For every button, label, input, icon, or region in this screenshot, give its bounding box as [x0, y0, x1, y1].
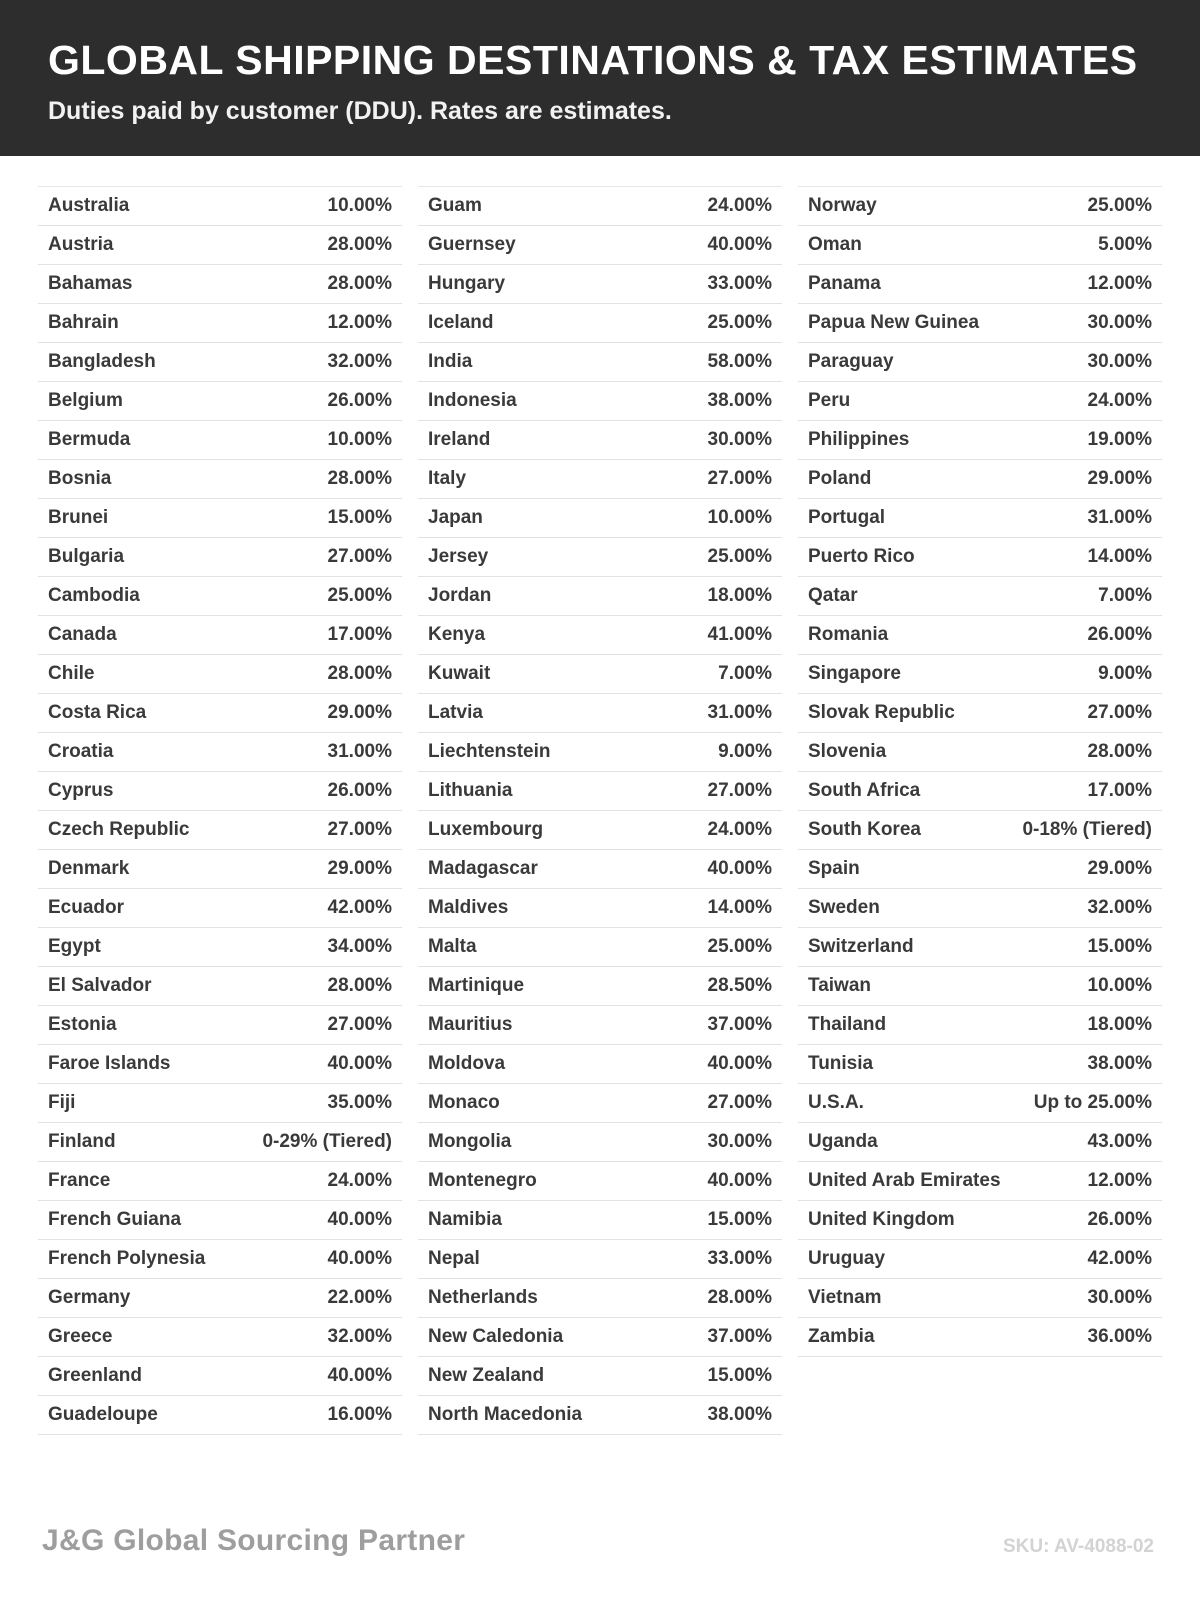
country-name: Australia: [48, 195, 130, 217]
rate-value: 14.00%: [707, 897, 772, 919]
rate-row: [798, 928, 1162, 967]
rate-row: [418, 499, 782, 538]
country-name: Mauritius: [428, 1014, 513, 1036]
country-name: Guam: [428, 195, 482, 217]
country-name: Papua New Guinea: [808, 312, 980, 334]
rate-row: [418, 460, 782, 499]
country-name: Fiji: [48, 1092, 76, 1114]
rate-row: [38, 1396, 402, 1435]
rate-row: [798, 187, 1162, 226]
country-name: Canada: [48, 624, 117, 646]
country-name: United Kingdom: [808, 1209, 955, 1231]
country-name: Bahamas: [48, 273, 133, 295]
country-name: Ireland: [428, 429, 491, 451]
country-name: French Guiana: [48, 1209, 182, 1231]
rate-row: [418, 1162, 782, 1201]
rate-value: 7.00%: [718, 663, 772, 685]
rate-value: 29.00%: [1087, 468, 1152, 490]
rate-value: 27.00%: [707, 1092, 772, 1114]
rate-row: [798, 499, 1162, 538]
country-name: Liechtenstein: [428, 741, 551, 763]
country-name: Guadeloupe: [48, 1404, 158, 1426]
rate-value: 27.00%: [327, 819, 392, 841]
rate-value: 27.00%: [1087, 702, 1152, 724]
rate-value: 42.00%: [327, 897, 392, 919]
country-name: New Zealand: [428, 1365, 545, 1387]
rate-row: [418, 1318, 782, 1357]
rate-value: 25.00%: [707, 936, 772, 958]
rate-row: [418, 1084, 782, 1123]
rate-row: [418, 1357, 782, 1396]
rate-row: [798, 1162, 1162, 1201]
rate-row: [798, 421, 1162, 460]
rate-row: [38, 655, 402, 694]
rate-row: [38, 304, 402, 343]
rates-table: [0, 156, 1200, 1435]
country-name: Maldives: [428, 897, 509, 919]
rate-value: 33.00%: [707, 1248, 772, 1270]
rate-value: 9.00%: [718, 741, 772, 763]
country-name: Bahrain: [48, 312, 119, 334]
country-name: Finland: [48, 1131, 116, 1153]
rate-row: [38, 499, 402, 538]
rate-row: [798, 616, 1162, 655]
country-name: Bangladesh: [48, 351, 156, 373]
rate-value: 14.00%: [1087, 546, 1152, 568]
country-name: El Salvador: [48, 975, 152, 997]
rate-value: 5.00%: [1098, 234, 1152, 256]
rate-row: [798, 811, 1162, 850]
country-name: Chile: [48, 663, 95, 685]
rate-value: 38.00%: [707, 1404, 772, 1426]
country-name: Malta: [428, 936, 477, 958]
rate-row: [38, 850, 402, 889]
rate-row: [798, 967, 1162, 1006]
rate-row: [38, 1357, 402, 1396]
country-name: Montenegro: [428, 1170, 537, 1192]
rate-row: [418, 1045, 782, 1084]
rate-value: 15.00%: [707, 1365, 772, 1387]
rate-row: [38, 1045, 402, 1084]
rate-row: [798, 1123, 1162, 1162]
country-name: Croatia: [48, 741, 114, 763]
rate-value: 26.00%: [1087, 1209, 1152, 1231]
country-name: Hungary: [428, 273, 506, 295]
rate-row: [798, 772, 1162, 811]
rate-row: [38, 1162, 402, 1201]
rate-value: 31.00%: [707, 702, 772, 724]
rate-value: 33.00%: [707, 273, 772, 295]
brand-name: J&G Global Sourcing Partner: [42, 1524, 466, 1557]
country-name: Paraguay: [808, 351, 894, 373]
country-name: Denmark: [48, 858, 130, 880]
rate-row: [798, 1045, 1162, 1084]
country-name: Slovenia: [808, 741, 887, 763]
country-name: Poland: [808, 468, 872, 490]
rate-value: 12.00%: [1087, 273, 1152, 295]
rate-row: [38, 460, 402, 499]
rate-value: 27.00%: [707, 468, 772, 490]
rate-row: [38, 733, 402, 772]
rate-value: 25.00%: [327, 585, 392, 607]
rate-value: 28.50%: [707, 975, 772, 997]
country-name: Netherlands: [428, 1287, 538, 1309]
footer: [0, 1524, 1200, 1600]
rate-value: 30.00%: [707, 429, 772, 451]
country-name: Guernsey: [428, 234, 516, 256]
rate-value: 12.00%: [327, 312, 392, 334]
rate-value: 30.00%: [1087, 1287, 1152, 1309]
rate-value: 27.00%: [327, 546, 392, 568]
country-name: Czech Republic: [48, 819, 190, 841]
rate-value: 31.00%: [327, 741, 392, 763]
rate-row: [38, 1240, 402, 1279]
rate-value: 40.00%: [707, 1170, 772, 1192]
rate-row: [418, 382, 782, 421]
country-name: Qatar: [808, 585, 858, 607]
country-name: Martinique: [428, 975, 525, 997]
rate-row: [38, 889, 402, 928]
rate-value: 26.00%: [1087, 624, 1152, 646]
rate-value: 58.00%: [707, 351, 772, 373]
country-name: Mongolia: [428, 1131, 512, 1153]
rate-row: [798, 226, 1162, 265]
rate-value: 18.00%: [707, 585, 772, 607]
rate-value: 24.00%: [327, 1170, 392, 1192]
rate-value: 26.00%: [327, 390, 392, 412]
rate-row: [38, 811, 402, 850]
rate-value: 35.00%: [327, 1092, 392, 1114]
country-name: Monaco: [428, 1092, 500, 1114]
country-name: Brunei: [48, 507, 109, 529]
rate-row: [418, 421, 782, 460]
rate-value: 12.00%: [1087, 1170, 1152, 1192]
rate-value: 41.00%: [707, 624, 772, 646]
page-subtitle: Duties paid by customer (DDU). Rates are estimates.: [48, 97, 672, 126]
country-name: Spain: [808, 858, 860, 880]
rate-value: 25.00%: [707, 546, 772, 568]
rate-row: [418, 1240, 782, 1279]
rate-value: 28.00%: [707, 1287, 772, 1309]
country-name: Slovak Republic: [808, 702, 955, 724]
rate-value: 15.00%: [707, 1209, 772, 1231]
rate-row: [418, 226, 782, 265]
rate-value: 31.00%: [1087, 507, 1152, 529]
rate-value: 42.00%: [1087, 1248, 1152, 1270]
country-name: Japan: [428, 507, 483, 529]
country-name: United Arab Emirates: [808, 1170, 1001, 1192]
country-name: Egypt: [48, 936, 101, 958]
rate-row: [38, 1006, 402, 1045]
country-name: Belgium: [48, 390, 123, 412]
rate-row: [798, 850, 1162, 889]
rate-row: [38, 226, 402, 265]
rate-row: [38, 1123, 402, 1162]
rate-value: 15.00%: [1087, 936, 1152, 958]
rate-value: 15.00%: [327, 507, 392, 529]
rate-row: [38, 772, 402, 811]
rate-row: [418, 1279, 782, 1318]
rate-value: 25.00%: [707, 312, 772, 334]
rate-row: [38, 187, 402, 226]
rate-value: 30.00%: [707, 1131, 772, 1153]
rate-row: [38, 343, 402, 382]
rate-row: [38, 967, 402, 1006]
rate-value: 7.00%: [1098, 585, 1152, 607]
country-name: Sweden: [808, 897, 880, 919]
country-name: Thailand: [808, 1014, 887, 1036]
country-name: Indonesia: [428, 390, 517, 412]
rate-row: [38, 538, 402, 577]
rate-row: [418, 772, 782, 811]
rate-value: 9.00%: [1098, 663, 1152, 685]
rate-value: 0-18% (Tiered): [1022, 819, 1152, 841]
rate-row: [418, 1123, 782, 1162]
country-name: Ecuador: [48, 897, 125, 919]
rate-row: [798, 1279, 1162, 1318]
rate-value: 25.00%: [1087, 195, 1152, 217]
country-name: Latvia: [428, 702, 483, 724]
country-name: Cyprus: [48, 780, 114, 802]
rate-row: [38, 1279, 402, 1318]
country-name: Taiwan: [808, 975, 871, 997]
header-banner: [0, 0, 1200, 156]
country-name: Jersey: [428, 546, 489, 568]
rate-row: [38, 421, 402, 460]
rate-row: [418, 538, 782, 577]
rate-row: [798, 343, 1162, 382]
rate-row: [418, 616, 782, 655]
country-name: Moldova: [428, 1053, 506, 1075]
rate-row: [798, 382, 1162, 421]
country-name: France: [48, 1170, 111, 1192]
rate-row: [38, 577, 402, 616]
country-name: Puerto Rico: [808, 546, 915, 568]
rate-value: 10.00%: [707, 507, 772, 529]
rate-row: [418, 304, 782, 343]
rate-value: 27.00%: [327, 1014, 392, 1036]
rate-row: [798, 694, 1162, 733]
rate-value: 22.00%: [327, 1287, 392, 1309]
rate-value: 10.00%: [327, 429, 392, 451]
rate-row: [798, 577, 1162, 616]
rate-value: 40.00%: [327, 1209, 392, 1231]
rate-row: [798, 460, 1162, 499]
country-name: Jordan: [428, 585, 492, 607]
country-name: Estonia: [48, 1014, 117, 1036]
rate-row: [798, 655, 1162, 694]
rates-column-3: [798, 186, 1162, 1357]
country-name: India: [428, 351, 473, 373]
rate-row: [38, 1318, 402, 1357]
country-name: Luxembourg: [428, 819, 544, 841]
country-name: Faroe Islands: [48, 1053, 171, 1075]
rate-value: 26.00%: [327, 780, 392, 802]
rate-value: 40.00%: [707, 1053, 772, 1075]
rate-value: 40.00%: [327, 1053, 392, 1075]
country-name: Austria: [48, 234, 114, 256]
rate-value: 28.00%: [1087, 741, 1152, 763]
country-name: Lithuania: [428, 780, 513, 802]
rate-row: [418, 343, 782, 382]
rate-value: 43.00%: [1087, 1131, 1152, 1153]
country-name: Portugal: [808, 507, 886, 529]
country-name: Vietnam: [808, 1287, 882, 1309]
rate-row: [798, 1318, 1162, 1357]
country-name: Zambia: [808, 1326, 875, 1348]
rate-row: [418, 187, 782, 226]
country-name: Uganda: [808, 1131, 878, 1153]
rate-row: [418, 850, 782, 889]
sku-label: SKU: AV-4088-02: [1002, 1536, 1154, 1557]
rate-value: 32.00%: [1087, 897, 1152, 919]
country-name: Greenland: [48, 1365, 142, 1387]
rate-value: 24.00%: [707, 819, 772, 841]
rate-row: [418, 1201, 782, 1240]
country-name: Uruguay: [808, 1248, 886, 1270]
rate-row: [798, 304, 1162, 343]
country-name: Romania: [808, 624, 889, 646]
rate-row: [798, 889, 1162, 928]
rate-row: [798, 733, 1162, 772]
rate-row: [418, 928, 782, 967]
country-name: Switzerland: [808, 936, 914, 958]
country-name: Kuwait: [428, 663, 491, 685]
country-name: Bulgaria: [48, 546, 125, 568]
rate-value: 17.00%: [1087, 780, 1152, 802]
rate-value: 19.00%: [1087, 429, 1152, 451]
rate-value: 29.00%: [327, 858, 392, 880]
rate-value: 28.00%: [327, 468, 392, 490]
rate-row: [38, 616, 402, 655]
rate-value: 40.00%: [327, 1365, 392, 1387]
rate-row: [418, 889, 782, 928]
rate-row: [418, 733, 782, 772]
rate-row: [798, 1201, 1162, 1240]
rate-value: 34.00%: [327, 936, 392, 958]
rate-row: [418, 1006, 782, 1045]
rate-value: 29.00%: [327, 702, 392, 724]
rate-value: 32.00%: [327, 1326, 392, 1348]
rate-value: 30.00%: [1087, 312, 1152, 334]
country-name: New Caledonia: [428, 1326, 564, 1348]
rate-value: 28.00%: [327, 273, 392, 295]
page-title: GLOBAL SHIPPING DESTINATIONS & TAX ESTIMATES: [48, 37, 1138, 83]
country-name: Germany: [48, 1287, 131, 1309]
rate-row: [418, 577, 782, 616]
rate-row: [418, 1396, 782, 1435]
country-name: South Korea: [808, 819, 921, 841]
rate-row: [418, 811, 782, 850]
rate-value: 10.00%: [1087, 975, 1152, 997]
country-name: Nepal: [428, 1248, 480, 1270]
rate-value: 38.00%: [1087, 1053, 1152, 1075]
rate-value: 30.00%: [1087, 351, 1152, 373]
country-name: Norway: [808, 195, 877, 217]
rate-value: 17.00%: [327, 624, 392, 646]
rate-value: 36.00%: [1087, 1326, 1152, 1348]
rate-value: 37.00%: [707, 1326, 772, 1348]
country-name: Namibia: [428, 1209, 502, 1231]
country-name: Tunisia: [808, 1053, 874, 1075]
rate-value: 37.00%: [707, 1014, 772, 1036]
country-name: Bermuda: [48, 429, 131, 451]
country-name: Italy: [428, 468, 467, 490]
country-name: Madagascar: [428, 858, 538, 880]
rate-row: [798, 1084, 1162, 1123]
rate-value: 10.00%: [327, 195, 392, 217]
rate-row: [418, 265, 782, 304]
rate-value: 24.00%: [1087, 390, 1152, 412]
rate-value: 40.00%: [707, 234, 772, 256]
rate-row: [798, 1240, 1162, 1279]
rate-row: [798, 265, 1162, 304]
country-name: Singapore: [808, 663, 901, 685]
rate-row: [38, 1201, 402, 1240]
rate-value: 18.00%: [1087, 1014, 1152, 1036]
rates-column-2: [418, 186, 782, 1435]
rate-row: [38, 382, 402, 421]
rate-row: [38, 1084, 402, 1123]
rate-value: 28.00%: [327, 234, 392, 256]
rate-row: [418, 967, 782, 1006]
country-name: Oman: [808, 234, 862, 256]
rate-row: [418, 655, 782, 694]
rate-value: 32.00%: [327, 351, 392, 373]
rate-row: [798, 1006, 1162, 1045]
country-name: Peru: [808, 390, 851, 412]
country-name: Cambodia: [48, 585, 140, 607]
country-name: Bosnia: [48, 468, 112, 490]
rate-row: [418, 694, 782, 733]
country-name: U.S.A.: [808, 1092, 864, 1114]
rate-value: 24.00%: [707, 195, 772, 217]
country-name: Iceland: [428, 312, 494, 334]
country-name: South Africa: [808, 780, 921, 802]
rate-value: 0-29% (Tiered): [262, 1131, 392, 1153]
rate-row: [38, 265, 402, 304]
rate-value: 40.00%: [327, 1248, 392, 1270]
country-name: French Polynesia: [48, 1248, 206, 1270]
rate-value: 29.00%: [1087, 858, 1152, 880]
rate-row: [38, 928, 402, 967]
rate-value: 28.00%: [327, 975, 392, 997]
country-name: Philippines: [808, 429, 910, 451]
rate-value: 38.00%: [707, 390, 772, 412]
country-name: Costa Rica: [48, 702, 147, 724]
rate-value: 16.00%: [327, 1404, 392, 1426]
rate-value: 28.00%: [327, 663, 392, 685]
country-name: Kenya: [428, 624, 486, 646]
rate-row: [798, 538, 1162, 577]
country-name: Greece: [48, 1326, 113, 1348]
rates-column-1: [38, 186, 402, 1435]
country-name: Panama: [808, 273, 881, 295]
rate-value: 27.00%: [707, 780, 772, 802]
rate-value: Up to 25.00%: [1033, 1092, 1152, 1114]
rate-row: [38, 694, 402, 733]
rate-value: 40.00%: [707, 858, 772, 880]
country-name: North Macedonia: [428, 1404, 583, 1426]
